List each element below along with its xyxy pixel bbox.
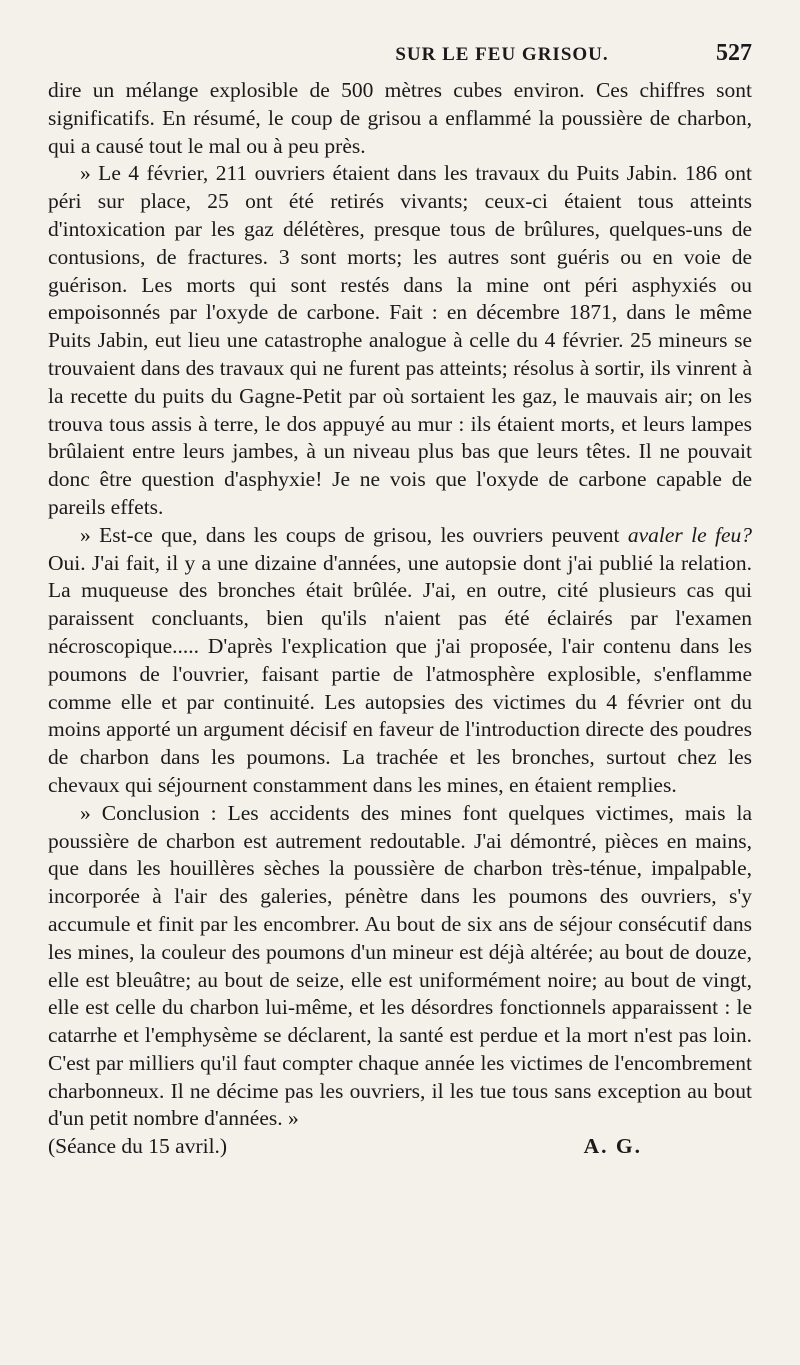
paragraph-3-lead: » Est-ce que, dans les coups de grisou, les ouvriers peuvent (80, 522, 628, 547)
running-title: SUR LE FEU GRISOU. (395, 44, 609, 65)
paragraph-4: » Conclusion : Les accidents des mines font quelques victimes, mais la poussière de charbon est autrement redoutable. J'ai démontré, pièces en mains, que dans les houillères sèches la poussière de charbon très-ténue, impalpable, incorporée à l'air des galeries, pénètre dans les poumons des ouvriers, s'y accumule et finit par les encombrer. Au bout de six ans de séjour consécutif dans les mines, la couleur des poumons d'un mineur est déjà altérée; au bout de douze, elle est bleuâtre; au bout de seize, elle est uniformément noire; au bout de vingt, elle est celle du charbon lui-même, et les désordres fonctionnels apparaissent : le catarrhe et l'emphysème se déclarent, la santé est perdue et la mort n'est pas loin. C'est par milliers qu'il faut compter chaque année les victimes de l'encombrement charbonneux. Il ne décime pas les ouvriers, il les tue tous sans exception au bout d'un petit nombre d'années. » (48, 800, 752, 1131)
paragraph-2: » Le 4 février, 211 ouvriers étaient dans les travaux du Puits Jabin. 186 ont péri sur place, 25 ont été retirés vivants; ceux-ci étaient tous atteints d'intoxication par les gaz délétères, presque tous de brûlures, quelques-uns de contusions, de fractures. 3 sont morts; les autres sont guéris ou en voie de guérison. Les morts qui sont restés dans la mine ont péri asphyxiés ou empoisonnés par l'oxyde de carbone. Fait : en décembre 1871, dans le même Puits Jabin, eut lieu une catastrophe analogue à celle du 4 février. 25 mineurs se trouvaient dans des travaux qui ne furent pas atteints; résolus à sortir, ils vinrent à la recette du puits du Gagne-Petit par où sortaient les gaz, le mauvais air; on les trouva tous assis à terre, le dos appuyé au mur : ils étaient morts, et leurs lampes brûlaient entre leurs jambes, à un niveau plus bas que leurs têtes. Il ne pouvait donc être question d'asphyxie! Je ne vois que l'oxyde de carbone capable de pareils effets. (48, 161, 752, 519)
paragraph-1: dire un mélange explosible de 500 mètres cubes environ. Ces chiffres sont significatifs. En résumé, le coup de grisou a enflammé la poussière de charbon, qui a causé tout le mal ou à peu près. (48, 78, 752, 158)
paragraph-3 (48, 522, 752, 800)
signature-line (48, 1133, 752, 1161)
running-header (48, 40, 752, 67)
session-date: (Séance du 15 avril.) (48, 1134, 228, 1159)
author-initials: A. G. (583, 1134, 642, 1159)
paragraph-3-rest: Oui. J'ai fait, il y a une dizaine d'années, une autopsie dont j'ai publié la relation. La muqueuse des bronches était brûlée. J'ai, en outre, cité plusieurs cas qui paraissent concluants, bien qu'ils n'aient pas été éclairés par l'examen nécroscopique..... D'après l'explication que j'ai proposée, l'air contenu dans les poumons de l'ouvrier, faisant partie de l'atmosphère explosible, s'enflamme comme elle et par continuité. Les autopsies des victimes du 4 février ont du moins apporté un argument décisif en faveur de l'introduction directe des poudres de charbon dans les poumons. La trachée et les bronches, surtout chez les chevaux qui séjournent constamment dans les mines, en étaient remplies. (48, 550, 752, 797)
article-body (48, 77, 752, 1133)
page-number: 527 (715, 40, 752, 66)
paragraph-3-italic: avaler le feu? (627, 522, 752, 547)
